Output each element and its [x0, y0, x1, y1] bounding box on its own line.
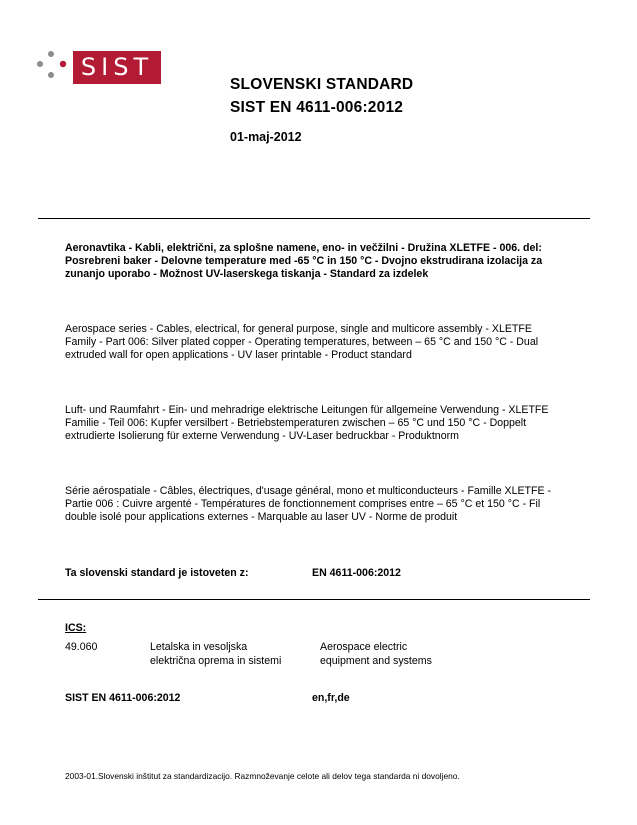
title-french: Série aérospatiale - Câbles, électriques, d'usage général, mono et multiconducteurs - Famille XLETFE - Partie 006 : Cuivre argenté - Températures de fonctionnement comprises entre – 65 °C et 150 °C - Fil double isolé pour applications externes - Marquable au laser UV - Norme de produit: [65, 485, 552, 523]
title-german: Luft- und Raumfahrt - Ein- und mehradrige elektrische Leitungen für allgemeine Verwendung - XLETFE Familie - Teil 006: Kupfer versilbert - Betriebstemperaturen zwischen – 65 °C und 150 °C - Doppelt extrudierte Isolierung für externe Verwendung - UV-Laser bedruckbar - Produktnorm: [65, 404, 549, 442]
publication-date: 01-maj-2012: [230, 130, 302, 144]
top-divider: [38, 218, 590, 219]
ics-code: 49.060: [65, 641, 98, 653]
document-type-title: SLOVENSKI STANDARD: [230, 76, 414, 93]
bottom-standard-code: SIST EN 4611-006:2012: [65, 692, 181, 704]
bottom-divider: [38, 599, 590, 600]
sist-logo-dots-icon: [34, 50, 70, 82]
ics-english-line-2: equipment and systems: [320, 655, 432, 667]
sist-logo: SIST: [73, 51, 161, 84]
ics-slovenian-line-1: Letalska in vesoljska: [150, 641, 248, 653]
title-slovenian: Aeronavtika - Kabli, električni, za splošne namene, eno- in večžilni - Družina XLETFE - 006. del: Posrebreni baker - Delovne temperature med -65 °C in 150 °C - Dvojno ekstrudirana izolacija za zunanjo uporabo - Možnost UV-laserskega tiskanja - Standard za izdelek: [65, 242, 543, 280]
ics-english-line-1: Aerospace electric: [320, 641, 408, 653]
identical-label: Ta slovenski standard je istoveten z:: [65, 567, 249, 579]
title-english: Aerospace series - Cables, electrical, for general purpose, single and multicore assembly - XLETFE Family - Part 006: Silver plated copper - Operating temperatures, between – 65 °C and 150 °C - Dual extruded wall for open applications - UV laser printable - Product standard: [65, 323, 539, 361]
languages: en,fr,de: [312, 692, 350, 704]
ics-slovenian-line-2: električna oprema in sistemi: [150, 655, 282, 667]
identical-value: EN 4611-006:2012: [312, 567, 401, 579]
copyright-footer: 2003-01.Slovenski inštitut za standardizacijo. Razmnoževanje celote ali delov tega standarda ni dovoljeno.: [65, 771, 460, 781]
standard-code: SIST EN 4611-006:2012: [230, 99, 404, 116]
ics-heading: ICS:: [65, 622, 87, 634]
